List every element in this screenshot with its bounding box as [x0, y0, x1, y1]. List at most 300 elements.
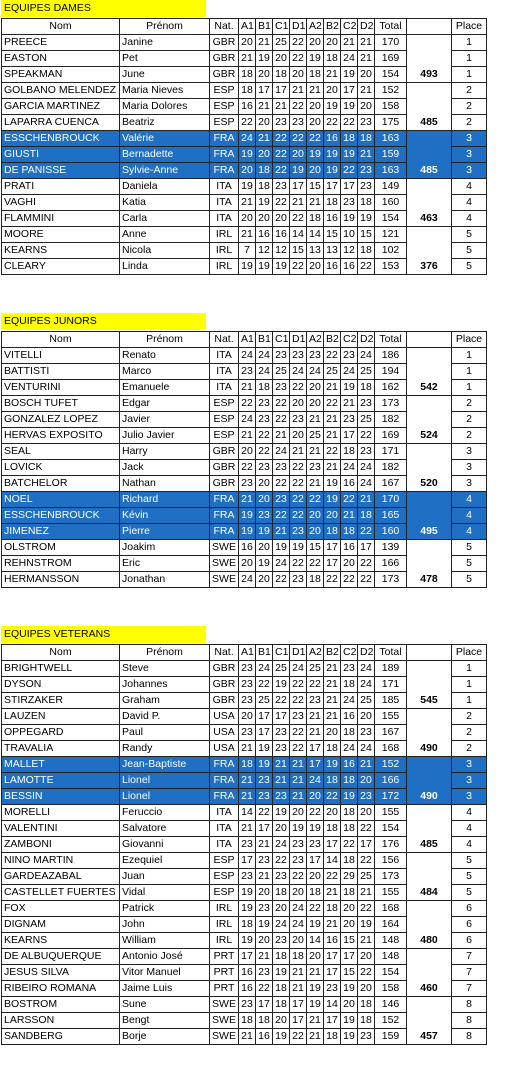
cell-total: 167 [375, 725, 407, 741]
cell-score: 17 [307, 757, 324, 773]
cell-score: 22 [273, 572, 290, 588]
cell-score: 19 [273, 259, 290, 275]
cell-score: 19 [239, 508, 256, 524]
cell-prenom: Valérie [120, 131, 210, 147]
cell-total: 146 [375, 997, 407, 1013]
cell-total: 189 [375, 661, 407, 677]
cell-place: 4 [452, 492, 487, 508]
cell-score: 21 [307, 725, 324, 741]
cell-place: 6 [452, 917, 487, 933]
table-row [2, 757, 487, 773]
cell-score: 22 [358, 821, 375, 837]
cell-nom: SPEAKMAN [2, 67, 120, 83]
cell-score: 21 [324, 67, 341, 83]
cell-total: 165 [375, 508, 407, 524]
cell-score: 19 [239, 933, 256, 949]
cell-score: 23 [273, 725, 290, 741]
cell-score: 23 [256, 789, 273, 805]
cell-nat: GBR [210, 51, 239, 67]
cell-score: 20 [290, 428, 307, 444]
cell-score: 23 [290, 837, 307, 853]
cell-score: 23 [239, 476, 256, 492]
cell-nom: VAGHI [2, 195, 120, 211]
cell-nom: DE ALBUQUERQUE [2, 949, 120, 965]
cell-score: 20 [307, 380, 324, 396]
cell-prenom: Randy [120, 741, 210, 757]
cell-score: 22 [341, 572, 358, 588]
cell-total: 152 [375, 757, 407, 773]
cell-score: 22 [273, 508, 290, 524]
cell-score: 22 [324, 115, 341, 131]
cell-nom: BOSCH TUFET [2, 396, 120, 412]
cell-place: 8 [452, 1013, 487, 1029]
cell-score: 17 [290, 997, 307, 1013]
cell-nat: GBR [210, 476, 239, 492]
cell-score: 17 [341, 179, 358, 195]
cell-score: 23 [307, 837, 324, 853]
cell-nat: ITA [210, 179, 239, 195]
cell-score: 24 [358, 460, 375, 476]
cell-nat: ESP [210, 412, 239, 428]
cell-nat: ITA [210, 195, 239, 211]
cell-score: 20 [273, 1013, 290, 1029]
cell-total: 186 [375, 348, 407, 364]
cell-score: 19 [341, 211, 358, 227]
cell-score: 21 [273, 428, 290, 444]
cell-score: 25 [273, 661, 290, 677]
cell-prenom: Joakim [120, 540, 210, 556]
cell-score: 17 [273, 83, 290, 99]
cell-place: 1 [452, 364, 487, 380]
cell-score: 23 [273, 179, 290, 195]
cell-score: 25 [324, 364, 341, 380]
cell-nom: VENTURINI [2, 380, 120, 396]
cell-score: 20 [239, 709, 256, 725]
cell-score: 22 [273, 412, 290, 428]
cell-total: 154 [375, 965, 407, 981]
cell-score: 19 [256, 741, 273, 757]
cell-score: 18 [358, 195, 375, 211]
cell-nom: SEAL [2, 444, 120, 460]
cell-score: 19 [324, 757, 341, 773]
cell-score: 23 [273, 933, 290, 949]
cell-total: 171 [375, 444, 407, 460]
cell-nom: BATCHELOR [2, 476, 120, 492]
cell-score: 21 [273, 757, 290, 773]
cell-score: 21 [358, 35, 375, 51]
cell-place: 1 [452, 380, 487, 396]
cell-total: 148 [375, 933, 407, 949]
cell-nom: LARSSON [2, 1013, 120, 1029]
section-title: EQUIPES VETERANS [1, 626, 206, 643]
cell-score: 23 [324, 981, 341, 997]
cell-nom: HERVAS EXPOSITO [2, 428, 120, 444]
cell-total: 173 [375, 869, 407, 885]
cell-score: 18 [324, 773, 341, 789]
cell-total: 169 [375, 51, 407, 67]
table-row [2, 853, 487, 869]
cell-score: 20 [358, 949, 375, 965]
cell-prenom: Ezequiel [120, 853, 210, 869]
cell-nat: GBR [210, 444, 239, 460]
cell-score: 21 [358, 757, 375, 773]
cell-score: 18 [256, 163, 273, 179]
cell-nom: OLSTROM [2, 540, 120, 556]
cell-score: 22 [273, 396, 290, 412]
cell-prenom: Bengt [120, 1013, 210, 1029]
cell-nat: ITA [210, 364, 239, 380]
cell-score: 18 [307, 211, 324, 227]
cell-nom: MORELLI [2, 805, 120, 821]
cell-score: 19 [239, 524, 256, 540]
cell-score: 23 [290, 412, 307, 428]
cell-total: 154 [375, 211, 407, 227]
cell-nom: GARCIA MARTINEZ [2, 99, 120, 115]
cell-total: 152 [375, 1013, 407, 1029]
cell-score: 18 [341, 725, 358, 741]
cell-nom: RIBEIRO ROMANA [2, 981, 120, 997]
cell-score: 20 [307, 163, 324, 179]
cell-prenom: Edgar [120, 396, 210, 412]
cell-score: 21 [256, 35, 273, 51]
cell-score: 24 [358, 348, 375, 364]
cell-score: 17 [341, 428, 358, 444]
cell-place: 1 [452, 693, 487, 709]
cell-nat: USA [210, 709, 239, 725]
cell-nat: GBR [210, 693, 239, 709]
cell-score: 20 [307, 508, 324, 524]
cell-total: 162 [375, 380, 407, 396]
header-place: Place [452, 645, 487, 661]
cell-prenom: Jaime Luis [120, 981, 210, 997]
cell-total: 166 [375, 556, 407, 572]
cell-score: 18 [239, 83, 256, 99]
cell-nat: ESP [210, 99, 239, 115]
cell-score: 18 [324, 741, 341, 757]
cell-prenom: Nathan [120, 476, 210, 492]
cell-place: 3 [452, 789, 487, 805]
cell-score: 20 [239, 35, 256, 51]
cell-nom: STIRZAKER [2, 693, 120, 709]
cell-score: 14 [307, 933, 324, 949]
cell-total: 175 [375, 115, 407, 131]
cell-prenom: Pierre [120, 524, 210, 540]
cell-score: 25 [358, 364, 375, 380]
cell-score: 24 [341, 51, 358, 67]
cell-place: 3 [452, 773, 487, 789]
header-score: B1 [256, 19, 273, 35]
cell-score: 17 [324, 556, 341, 572]
cell-team-total: 490 [407, 709, 452, 757]
header-row [2, 19, 487, 35]
cell-place: 3 [452, 131, 487, 147]
cell-score: 20 [324, 725, 341, 741]
cell-score: 23 [358, 444, 375, 460]
cell-score: 20 [290, 805, 307, 821]
cell-score: 23 [239, 661, 256, 677]
cell-place: 6 [452, 901, 487, 917]
cell-score: 22 [290, 35, 307, 51]
cell-score: 18 [341, 524, 358, 540]
cell-score: 18 [239, 917, 256, 933]
cell-total: 173 [375, 572, 407, 588]
cell-prenom: Marco [120, 364, 210, 380]
cell-score: 22 [324, 869, 341, 885]
header-score: D1 [290, 332, 307, 348]
section-title: EQUIPES DAMES [1, 0, 206, 17]
cell-score: 22 [341, 492, 358, 508]
cell-score: 17 [256, 997, 273, 1013]
cell-prenom: Kévin [120, 508, 210, 524]
cell-prenom: Patrick [120, 901, 210, 917]
cell-total: 154 [375, 821, 407, 837]
cell-score: 19 [341, 67, 358, 83]
cell-score: 16 [324, 131, 341, 147]
cell-score: 18 [358, 1013, 375, 1029]
cell-nom: BESSIN [2, 789, 120, 805]
cell-total: 176 [375, 837, 407, 853]
cell-total: 163 [375, 131, 407, 147]
cell-score: 10 [341, 227, 358, 243]
cell-score: 18 [256, 380, 273, 396]
cell-total: 154 [375, 67, 407, 83]
header-nat: Nat. [210, 645, 239, 661]
cell-score: 19 [239, 259, 256, 275]
cell-score: 20 [358, 773, 375, 789]
cell-score: 19 [307, 821, 324, 837]
cell-nat: FRA [210, 773, 239, 789]
cell-prenom: Janine [120, 35, 210, 51]
cell-score: 22 [273, 195, 290, 211]
cell-score: 17 [239, 949, 256, 965]
cell-total: 158 [375, 99, 407, 115]
cell-score: 20 [307, 524, 324, 540]
cell-score: 19 [273, 677, 290, 693]
cell-nat: ITA [210, 211, 239, 227]
cell-place: 2 [452, 412, 487, 428]
cell-team-total: 480 [407, 901, 452, 949]
cell-nom: LAUZEN [2, 709, 120, 725]
cell-score: 21 [239, 789, 256, 805]
cell-score: 19 [341, 789, 358, 805]
cell-score: 23 [307, 460, 324, 476]
table-row [2, 540, 487, 556]
cell-total: 158 [375, 981, 407, 997]
cell-score: 24 [239, 572, 256, 588]
cell-place: 7 [452, 949, 487, 965]
cell-score: 24 [307, 773, 324, 789]
cell-score: 17 [307, 741, 324, 757]
cell-score: 17 [324, 1013, 341, 1029]
cell-score: 17 [290, 179, 307, 195]
cell-score: 17 [358, 837, 375, 853]
cell-score: 16 [324, 933, 341, 949]
cell-nat: FRA [210, 147, 239, 163]
cell-nat: FRA [210, 492, 239, 508]
cell-place: 2 [452, 709, 487, 725]
cell-score: 22 [307, 805, 324, 821]
cell-score: 17 [358, 540, 375, 556]
header-score: A1 [239, 645, 256, 661]
cell-nom: VITELLI [2, 348, 120, 364]
cell-score: 21 [307, 412, 324, 428]
cell-score: 23 [290, 348, 307, 364]
cell-score: 24 [256, 348, 273, 364]
cell-score: 25 [358, 693, 375, 709]
cell-score: 21 [239, 195, 256, 211]
cell-score: 19 [358, 917, 375, 933]
cell-team-total: 545 [407, 661, 452, 709]
cell-score: 20 [307, 396, 324, 412]
cell-score: 21 [290, 195, 307, 211]
cell-score: 21 [324, 412, 341, 428]
cell-score: 22 [324, 444, 341, 460]
cell-prenom: Sylvie-Anne [120, 163, 210, 179]
cell-score: 23 [358, 179, 375, 195]
cell-score: 22 [256, 981, 273, 997]
cell-place: 2 [452, 99, 487, 115]
cell-score: 17 [307, 853, 324, 869]
cell-score: 17 [290, 1013, 307, 1029]
cell-score: 22 [358, 428, 375, 444]
cell-score: 21 [290, 83, 307, 99]
cell-place: 1 [452, 677, 487, 693]
cell-score: 24 [290, 364, 307, 380]
cell-score: 20 [273, 211, 290, 227]
cell-score: 23 [307, 693, 324, 709]
cell-place: 3 [452, 757, 487, 773]
table-row [2, 492, 487, 508]
cell-score: 24 [256, 364, 273, 380]
cell-score: 22 [290, 476, 307, 492]
cell-nom: REHNSTROM [2, 556, 120, 572]
cell-score: 23 [273, 492, 290, 508]
cell-place: 1 [452, 51, 487, 67]
cell-score: 22 [273, 147, 290, 163]
cell-nom: KEARNS [2, 243, 120, 259]
cell-team-total: 485 [407, 131, 452, 179]
header-score: B2 [324, 645, 341, 661]
cell-score: 24 [273, 556, 290, 572]
cell-score: 21 [239, 741, 256, 757]
cell-score: 22 [290, 460, 307, 476]
cell-prenom: Katia [120, 195, 210, 211]
cell-score: 14 [324, 853, 341, 869]
cell-nom: JIMENEZ [2, 524, 120, 540]
cell-team-total: 490 [407, 757, 452, 805]
cell-score: 19 [341, 380, 358, 396]
cell-score: 22 [273, 476, 290, 492]
cell-score: 20 [307, 949, 324, 965]
cell-score: 20 [358, 99, 375, 115]
cell-score: 18 [324, 901, 341, 917]
cell-total: 185 [375, 693, 407, 709]
cell-total: 153 [375, 259, 407, 275]
cell-score: 19 [324, 492, 341, 508]
cell-score: 23 [341, 412, 358, 428]
cell-prenom: Javier [120, 412, 210, 428]
header-score: C2 [341, 645, 358, 661]
cell-score: 22 [358, 965, 375, 981]
cell-score: 21 [290, 981, 307, 997]
cell-score: 21 [290, 444, 307, 460]
cell-place: 2 [452, 115, 487, 131]
cell-team-total: 376 [407, 227, 452, 275]
cell-nat: FRA [210, 163, 239, 179]
cell-score: 19 [290, 163, 307, 179]
cell-score: 21 [307, 709, 324, 725]
header-score: B1 [256, 332, 273, 348]
cell-nom: DYSON [2, 677, 120, 693]
cell-score: 21 [239, 380, 256, 396]
cell-score: 20 [324, 83, 341, 99]
cell-nat: FRA [210, 524, 239, 540]
cell-score: 24 [290, 661, 307, 677]
cell-team-total: 460 [407, 949, 452, 997]
cell-score: 22 [290, 380, 307, 396]
cell-prenom: Vitor Manuel [120, 965, 210, 981]
cell-prenom: Julio Javier [120, 428, 210, 444]
cell-prenom: Emanuele [120, 380, 210, 396]
cell-nat: ITA [210, 348, 239, 364]
cell-nom: BOSTROM [2, 997, 120, 1013]
cell-place: 8 [452, 997, 487, 1013]
cell-score: 23 [341, 195, 358, 211]
cell-score: 21 [239, 773, 256, 789]
cell-score: 19 [273, 540, 290, 556]
cell-nom: DE PANISSE [2, 163, 120, 179]
cell-score: 22 [358, 524, 375, 540]
cell-score: 23 [273, 115, 290, 131]
cell-score: 19 [307, 997, 324, 1013]
cell-prenom: Feruccio [120, 805, 210, 821]
cell-score: 19 [239, 885, 256, 901]
cell-nom: LAMOTTE [2, 773, 120, 789]
table-row [2, 949, 487, 965]
cell-place: 3 [452, 476, 487, 492]
cell-prenom: Carla [120, 211, 210, 227]
cell-score: 19 [239, 901, 256, 917]
cell-nat: ESP [210, 428, 239, 444]
cell-score: 22 [239, 115, 256, 131]
cell-score: 21 [341, 35, 358, 51]
cell-score: 16 [239, 99, 256, 115]
cell-score: 23 [239, 725, 256, 741]
cell-score: 22 [341, 115, 358, 131]
cell-prenom: Graham [120, 693, 210, 709]
cell-place: 3 [452, 147, 487, 163]
cell-score: 21 [239, 492, 256, 508]
cell-score: 22 [324, 789, 341, 805]
cell-score: 29 [341, 869, 358, 885]
cell-score: 22 [358, 853, 375, 869]
cell-score: 24 [239, 412, 256, 428]
cell-score: 12 [273, 243, 290, 259]
cell-nat: PRT [210, 965, 239, 981]
cell-score: 22 [307, 131, 324, 147]
cell-team-total: 520 [407, 444, 452, 492]
cell-score: 19 [341, 1013, 358, 1029]
cell-score: 13 [324, 243, 341, 259]
cell-nat: SWE [210, 556, 239, 572]
cell-score: 18 [341, 677, 358, 693]
cell-nom: ZAMBONI [2, 837, 120, 853]
cell-score: 21 [358, 933, 375, 949]
cell-nom: TRAVALIA [2, 741, 120, 757]
cell-score: 21 [239, 51, 256, 67]
cell-score: 20 [239, 163, 256, 179]
cell-score: 21 [273, 773, 290, 789]
